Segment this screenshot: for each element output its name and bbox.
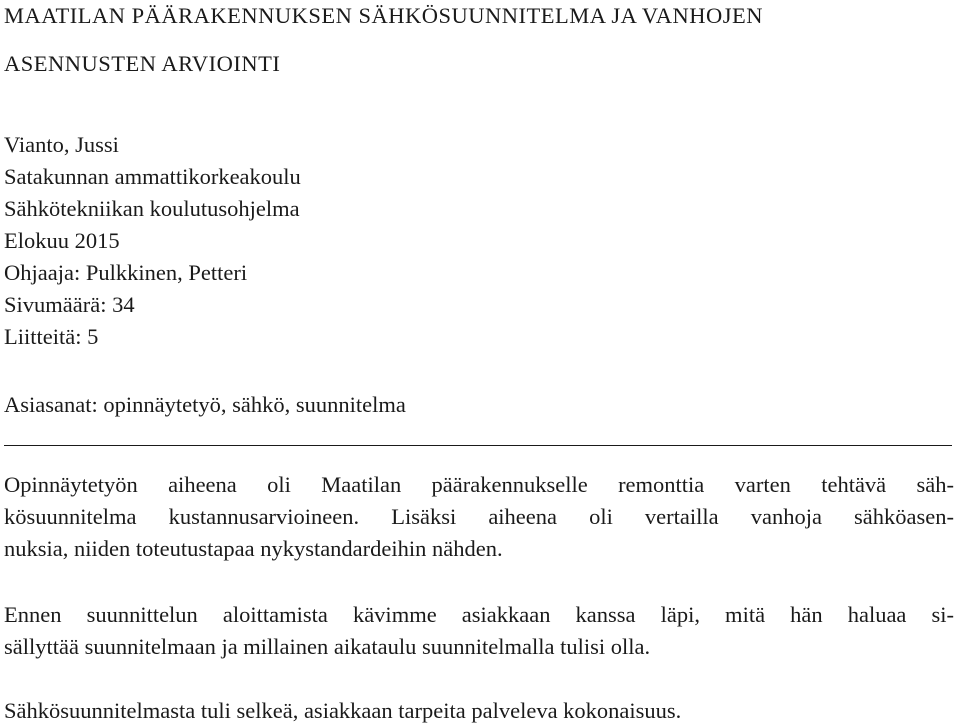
abstract-p1-line-1: Opinnäytetyön aiheena oli Maatilan päärakennukselle remonttia varten tehtävä säh-: [4, 472, 954, 497]
abstract-p1-line-3: nuksia, niiden toteutustapaa nykystandardeihin nähden.: [4, 536, 503, 561]
abstract-p2-line-2: sällyttää suunnitelmaan ja millainen aikataulu suunnitelmalla tulisi olla.: [4, 634, 651, 659]
supervisor: Ohjaaja: Pulkkinen, Petteri: [4, 260, 248, 285]
divider-line: [4, 445, 952, 446]
title-line-1: MAATILAN PÄÄRAKENNUKSEN SÄHKÖSUUNNITELMA JA VANHOJEN: [4, 3, 763, 28]
page-count: Sivumäärä: 34: [4, 292, 135, 317]
abstract-p1-line-2: kösuunnitelma kustannusarvioineen. Lisäksi aiheena oli vertailla vanhoja sähköasen-: [4, 504, 954, 529]
abstract-p3-line-1: Sähkösuunnitelmasta tuli selkeä, asiakkaan tarpeita palveleva kokonaisuus.: [4, 698, 682, 723]
date: Elokuu 2015: [4, 228, 120, 253]
school: Satakunnan ammattikorkeakoulu: [4, 164, 301, 189]
keywords: Asiasanat: opinnäytetyö, sähkö, suunnitelma: [4, 392, 406, 417]
author: Vianto, Jussi: [4, 132, 119, 157]
appendix-count: Liitteitä: 5: [4, 324, 99, 349]
program: Sähkötekniikan koulutusohjelma: [4, 196, 300, 221]
abstract-p2-line-1: Ennen suunnittelun aloittamista kävimme asiakkaan kanssa läpi, mitä hän haluaa si-: [4, 602, 954, 627]
title-line-2: ASENNUSTEN ARVIOINTI: [4, 51, 281, 76]
